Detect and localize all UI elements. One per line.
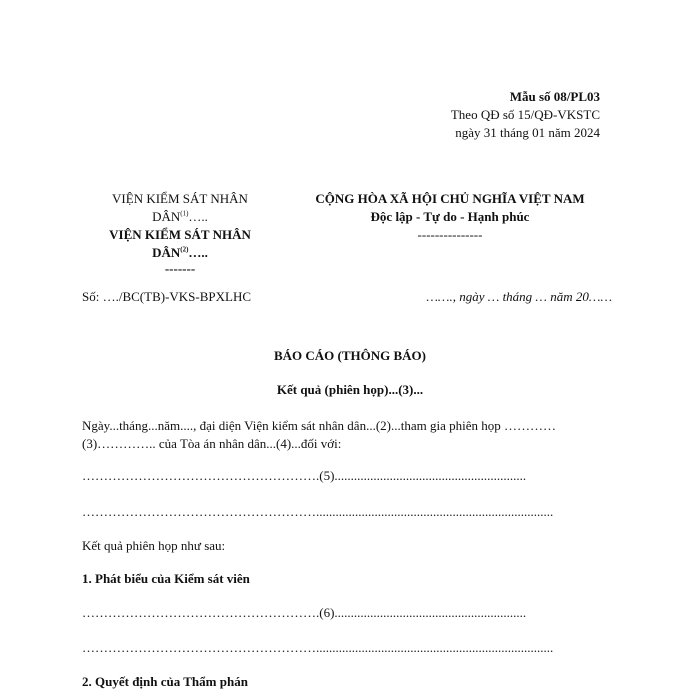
issuer-line-2-suffix: ….. xyxy=(188,209,208,224)
section-1-heading: 1. Phát biểu của Kiểm sát viên xyxy=(82,571,250,586)
footnote-marker-1: (1) xyxy=(180,209,189,218)
national-motto-block xyxy=(280,190,620,244)
document-number: Số: …./BC(TB)-VKS-BPXLHC xyxy=(82,289,252,304)
issuer-line-4 xyxy=(80,244,280,262)
document-title: BÁO CÁO (THÔNG BÁO) xyxy=(273,348,427,363)
place-date: ……., ngày … tháng … năm 20…… xyxy=(426,289,612,304)
fill-line-blank-2: ………………………………………………......................................................................... xyxy=(82,640,554,655)
fill-line-5: ……………………………………………….(5)........................................................... xyxy=(82,468,527,483)
issuer-line-4-text: DÂN xyxy=(152,245,181,260)
intro-paragraph: Ngày...tháng...năm...., đại diện Viện kiểm sát nhân dân...(2)...tham gia phiên họp …………(3)………….. của Tòa án nhân dân...(4)...đối với: xyxy=(82,418,556,451)
form-decision: Theo QĐ số 15/QĐ-VKSTC xyxy=(450,107,600,122)
issuer-line-2 xyxy=(80,208,280,226)
country-name: CỘNG HÒA XÃ HỘI CHỦ NGHĨA VIỆT NAM xyxy=(315,191,585,206)
issuer-block xyxy=(80,190,280,276)
issuer-line-2-text: DÂN xyxy=(152,209,181,224)
form-number: Mẫu số 08/PL03 xyxy=(509,89,600,104)
issuer-line-4-suffix: ….. xyxy=(188,245,208,260)
document-subtitle: Kết quả (phiên họp)...(3)... xyxy=(276,382,424,397)
fill-line-6: ……………………………………………….(6)........................................................... xyxy=(82,605,527,620)
motto-rule: --------------- xyxy=(417,227,483,242)
result-intro: Kết quả phiên họp như sau: xyxy=(82,538,226,553)
form-code-block xyxy=(451,88,600,142)
fill-line-blank-1: ………………………………………………......................................................................... xyxy=(82,504,554,519)
footnote-marker-2: (2) xyxy=(180,245,189,254)
issuer-line-3: VIỆN KIỂM SÁT NHÂN xyxy=(109,227,251,242)
form-date: ngày 31 tháng 01 năm 2024 xyxy=(455,125,600,140)
issuer-rule: ------- xyxy=(164,261,196,276)
motto: Độc lập - Tự do - Hạnh phúc xyxy=(370,209,530,224)
issuer-line-1: VIỆN KIỂM SÁT NHÂN xyxy=(112,191,248,206)
section-2-heading: 2. Quyết định của Thẩm phán xyxy=(82,674,248,689)
